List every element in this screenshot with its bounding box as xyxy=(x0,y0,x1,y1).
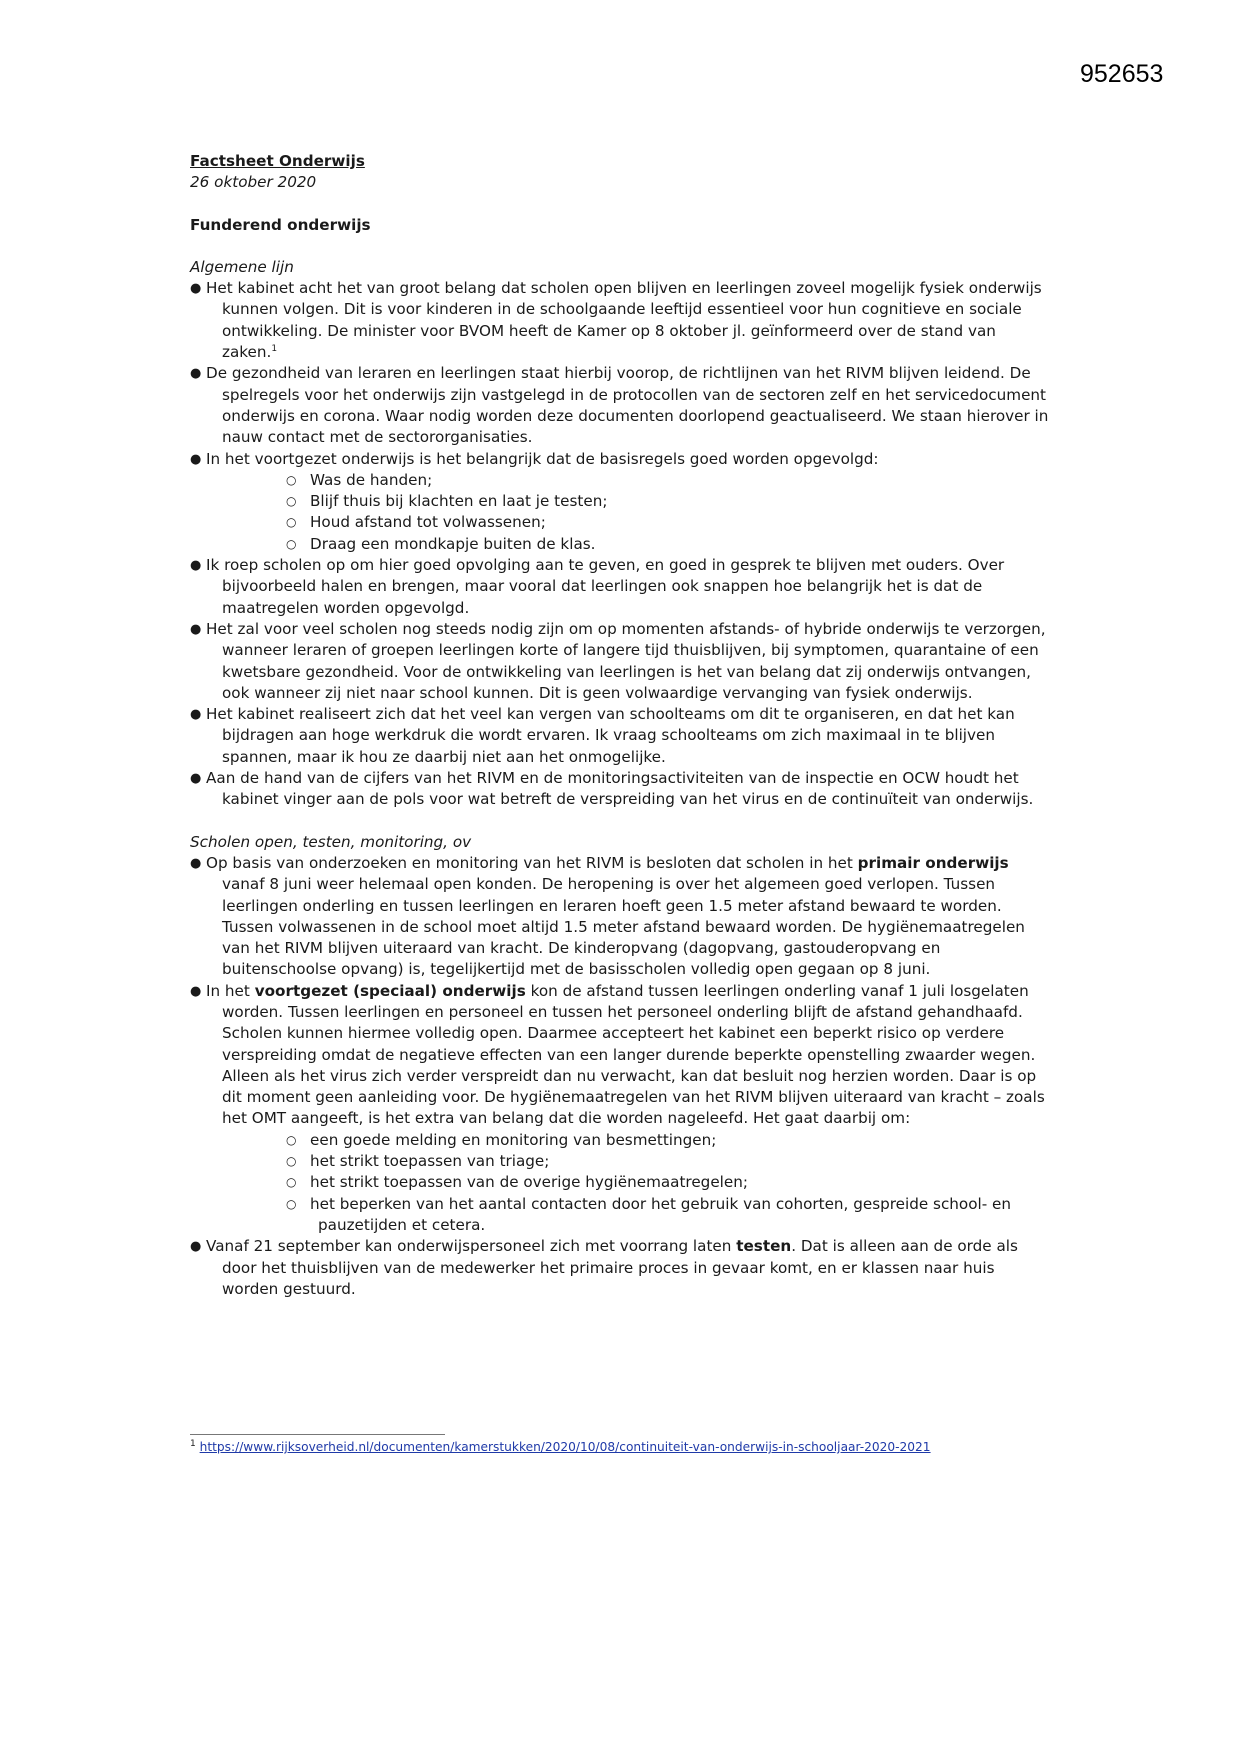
sub-list-item-text: het strikt toepassen van triage; xyxy=(310,1152,550,1171)
subsection-heading-scholen-open: Scholen open, testen, monitoring, ov xyxy=(190,832,472,851)
footnote-separator xyxy=(190,1434,445,1435)
bold-phrase: voortgezet (speciaal) onderwijs xyxy=(254,981,526,1000)
list-item xyxy=(190,1236,1050,1300)
bullet-icon: ● xyxy=(190,771,202,787)
circle-bullet-icon: ○ xyxy=(286,1154,297,1169)
list-item-text: In het xyxy=(206,981,255,1000)
list-item-text: vanaf 8 juni weer helemaal open konden. De heropening is over het algemeen goed verlopen. Tussen leerlingen onderling en tussen leerlingen en leraren hoeft geen 1.5 meter afstand bewaard te worden. Tussen volwassenen in de school moet altijd 1.5 meter afstand bewaard worden. De hygiënemaatregelen van het RIVM blijven uiteraard van kracht. De kinderopvang (dagopvang, gastouderopvang en buitenschoolse opvang) is, tegelijkertijd met de basisscholen volledig open gegaan op 8 juni. xyxy=(222,875,1025,979)
bullet-icon: ● xyxy=(190,366,202,382)
footnote-reference[interactable]: 1 xyxy=(271,344,278,355)
list-item-text: In het voortgezet onderwijs is het belangrijk dat de basisregels goed worden opgevolgd: xyxy=(206,449,879,468)
circle-bullet-icon: ○ xyxy=(286,515,297,530)
bold-phrase: testen xyxy=(736,1237,792,1256)
sub-list-item-text: het beperken van het aantal contacten door het gebruik van cohorten, gespreide school- en pauzetijden et cetera. xyxy=(310,1194,1012,1234)
document-number: 952653 xyxy=(1080,60,1164,88)
bullet-icon: ● xyxy=(190,983,202,999)
list-item-text: kon de afstand tussen leerlingen onderling vanaf 1 juli losgelaten worden. Tussen leerlingen en personeel en tussen het personeel onderling blijft de afstand gehandhaafd. Scholen kunnen hiermee volledig open. Daarmee accepteert het kabinet een beperkt risico op verdere verspreiding omdat de negatieve effecten van een langer durende beperkte openstelling zwaarder wegen. Alleen als het virus zich verder verspreidt dan nu verwacht, kan dat besluit nog herzien worden. Daar is op dit moment geen aanleiding voor. De hygiënemaatregelen van het RIVM blijven uiteraard van kracht – zoals het OMT aangeeft, is het extra van belang dat die worden nageleefd. Het gaat daarbij om: xyxy=(222,981,1045,1128)
list-item-text: Op basis van onderzoeken en monitoring van het RIVM is besloten dat scholen in het xyxy=(206,853,858,872)
subsection-heading-algemene-lijn: Algemene lijn xyxy=(190,257,294,276)
bullet-icon: ● xyxy=(190,281,202,297)
list-item-text: Het zal voor veel scholen nog steeds nodig zijn om op momenten afstands- of hybride onderwijs te verzorgen, wanneer leraren of groepen leerlingen korte of langere tijd thuisblijven, bij symptomen, quarantaine of een kwetsbare gezondheid. Voor de ontwikkeling van leerlingen is het van belang dat zij onderwijs ontvangen, ook wanneer zij niet naar school kunnen. Dit is geen volwaardige vervanging van fysiek onderwijs. xyxy=(206,619,1046,702)
sub-list-item-text: een goede melding en monitoring van besmettingen; xyxy=(310,1130,717,1149)
sub-list-item-text: Was de handen; xyxy=(310,470,433,489)
bullet-icon: ● xyxy=(190,558,202,574)
sub-list-item xyxy=(222,1172,1050,1193)
footnote-marker: 1 xyxy=(190,1438,196,1449)
sub-list-maatregelen xyxy=(222,1130,1050,1236)
document-date: 26 oktober 2020 xyxy=(190,173,317,192)
list-item xyxy=(190,981,1050,1237)
sub-list-item xyxy=(222,1194,1050,1237)
sub-list-item xyxy=(222,470,1050,491)
section-heading: Funderend onderwijs xyxy=(190,215,371,234)
sub-list-item xyxy=(222,1151,1050,1172)
sub-list-item xyxy=(222,1130,1050,1151)
sub-list-item-text: het strikt toepassen van de overige hygiënemaatregelen; xyxy=(310,1173,748,1192)
bold-phrase: primair onderwijs xyxy=(857,853,1009,872)
sub-list-item xyxy=(222,491,1050,512)
bullet-icon: ● xyxy=(190,1239,202,1255)
list-item-text: Vanaf 21 september kan onderwijspersoneel zich met voorrang laten xyxy=(206,1237,737,1256)
bullet-list-scholen-open xyxy=(190,853,1050,1300)
circle-bullet-icon: ○ xyxy=(286,1175,297,1190)
footnote-link[interactable]: https://www.rijksoverheid.nl/documenten/kamerstukken/2020/10/08/continuiteit-van-onderwijs-in-schooljaar-2020-2021 xyxy=(199,1440,931,1454)
bullet-icon: ● xyxy=(190,707,202,723)
circle-bullet-icon: ○ xyxy=(286,536,297,551)
document-title: Factsheet Onderwijs xyxy=(190,152,365,170)
list-item xyxy=(190,704,1050,768)
list-item xyxy=(190,555,1050,619)
list-item-text: . Dat is alleen aan de orde als door het thuisblijven van de medewerker het primaire proces in gevaar komt, en er klassen naar huis worden gestuurd. xyxy=(222,1237,1018,1298)
list-item xyxy=(190,449,1050,555)
bullet-icon: ● xyxy=(190,621,202,637)
circle-bullet-icon: ○ xyxy=(286,494,297,509)
sub-list-item-text: Draag een mondkapje buiten de klas. xyxy=(310,534,596,553)
list-item xyxy=(190,619,1050,704)
bullet-icon: ● xyxy=(190,451,202,467)
sub-list-item-text: Houd afstand tot volwassenen; xyxy=(310,513,546,532)
circle-bullet-icon: ○ xyxy=(286,1196,297,1211)
list-item xyxy=(190,363,1050,448)
bullet-icon: ● xyxy=(190,855,202,871)
sub-list-item xyxy=(222,512,1050,533)
list-item xyxy=(190,278,1050,363)
list-item-text: Het kabinet acht het van groot belang dat scholen open blijven en leerlingen zoveel mogelijk fysiek onderwijs kunnen volgen. Dit is voor kinderen in de schoolgaande leeftijd essentieel voor hun cognitieve en sociale ontwikkeling. De minister voor BVOM heeft de Kamer op 8 oktober jl. geïnformeerd over de stand van zaken. xyxy=(206,279,1042,362)
document-body xyxy=(190,151,1050,1300)
circle-bullet-icon: ○ xyxy=(286,1132,297,1147)
footnote xyxy=(190,1440,931,1454)
list-item-text: De gezondheid van leraren en leerlingen staat hierbij voorop, de richtlijnen van het RIVM blijven leidend. De spelregels voor het onderwijs zijn vastgelegd in de protocollen van de sectoren zelf en het servicedocument onderwijs en corona. Waar nodig worden deze documenten doorlopend geactualiseerd. We staan hierover in nauw contact met de sectororganisaties. xyxy=(206,364,1049,447)
list-item-text: Het kabinet realiseert zich dat het veel kan vergen van schoolteams om dit te organiseren, en dat het kan bijdragen aan hoge werkdruk die wordt ervaren. Ik vraag schoolteams om zich maximaal in te blijven spannen, maar ik hou ze daarbij niet aan het onmogelijke. xyxy=(206,705,1015,766)
sub-list-basisregels xyxy=(222,470,1050,555)
list-item-text: Aan de hand van de cijfers van het RIVM en de monitoringsactiviteiten van de inspectie en OCW houdt het kabinet vinger aan de pols voor wat betreft de verspreiding van het virus en de continuïteit van onderwijs. xyxy=(206,769,1034,809)
list-item xyxy=(190,768,1050,811)
circle-bullet-icon: ○ xyxy=(286,472,297,487)
spacer xyxy=(190,811,1050,832)
bullet-list-algemene-lijn xyxy=(190,278,1050,810)
sub-list-item-text: Blijf thuis bij klachten en laat je testen; xyxy=(310,492,608,511)
list-item xyxy=(190,853,1050,981)
list-item-text: Ik roep scholen op om hier goed opvolging aan te geven, en goed in gesprek te blijven met ouders. Over bijvoorbeeld halen en brengen, maar vooral dat leerlingen ook snappen hoe belangrijk het is dat de maatregelen worden opgevolgd. xyxy=(206,556,1005,617)
sub-list-item xyxy=(222,534,1050,555)
